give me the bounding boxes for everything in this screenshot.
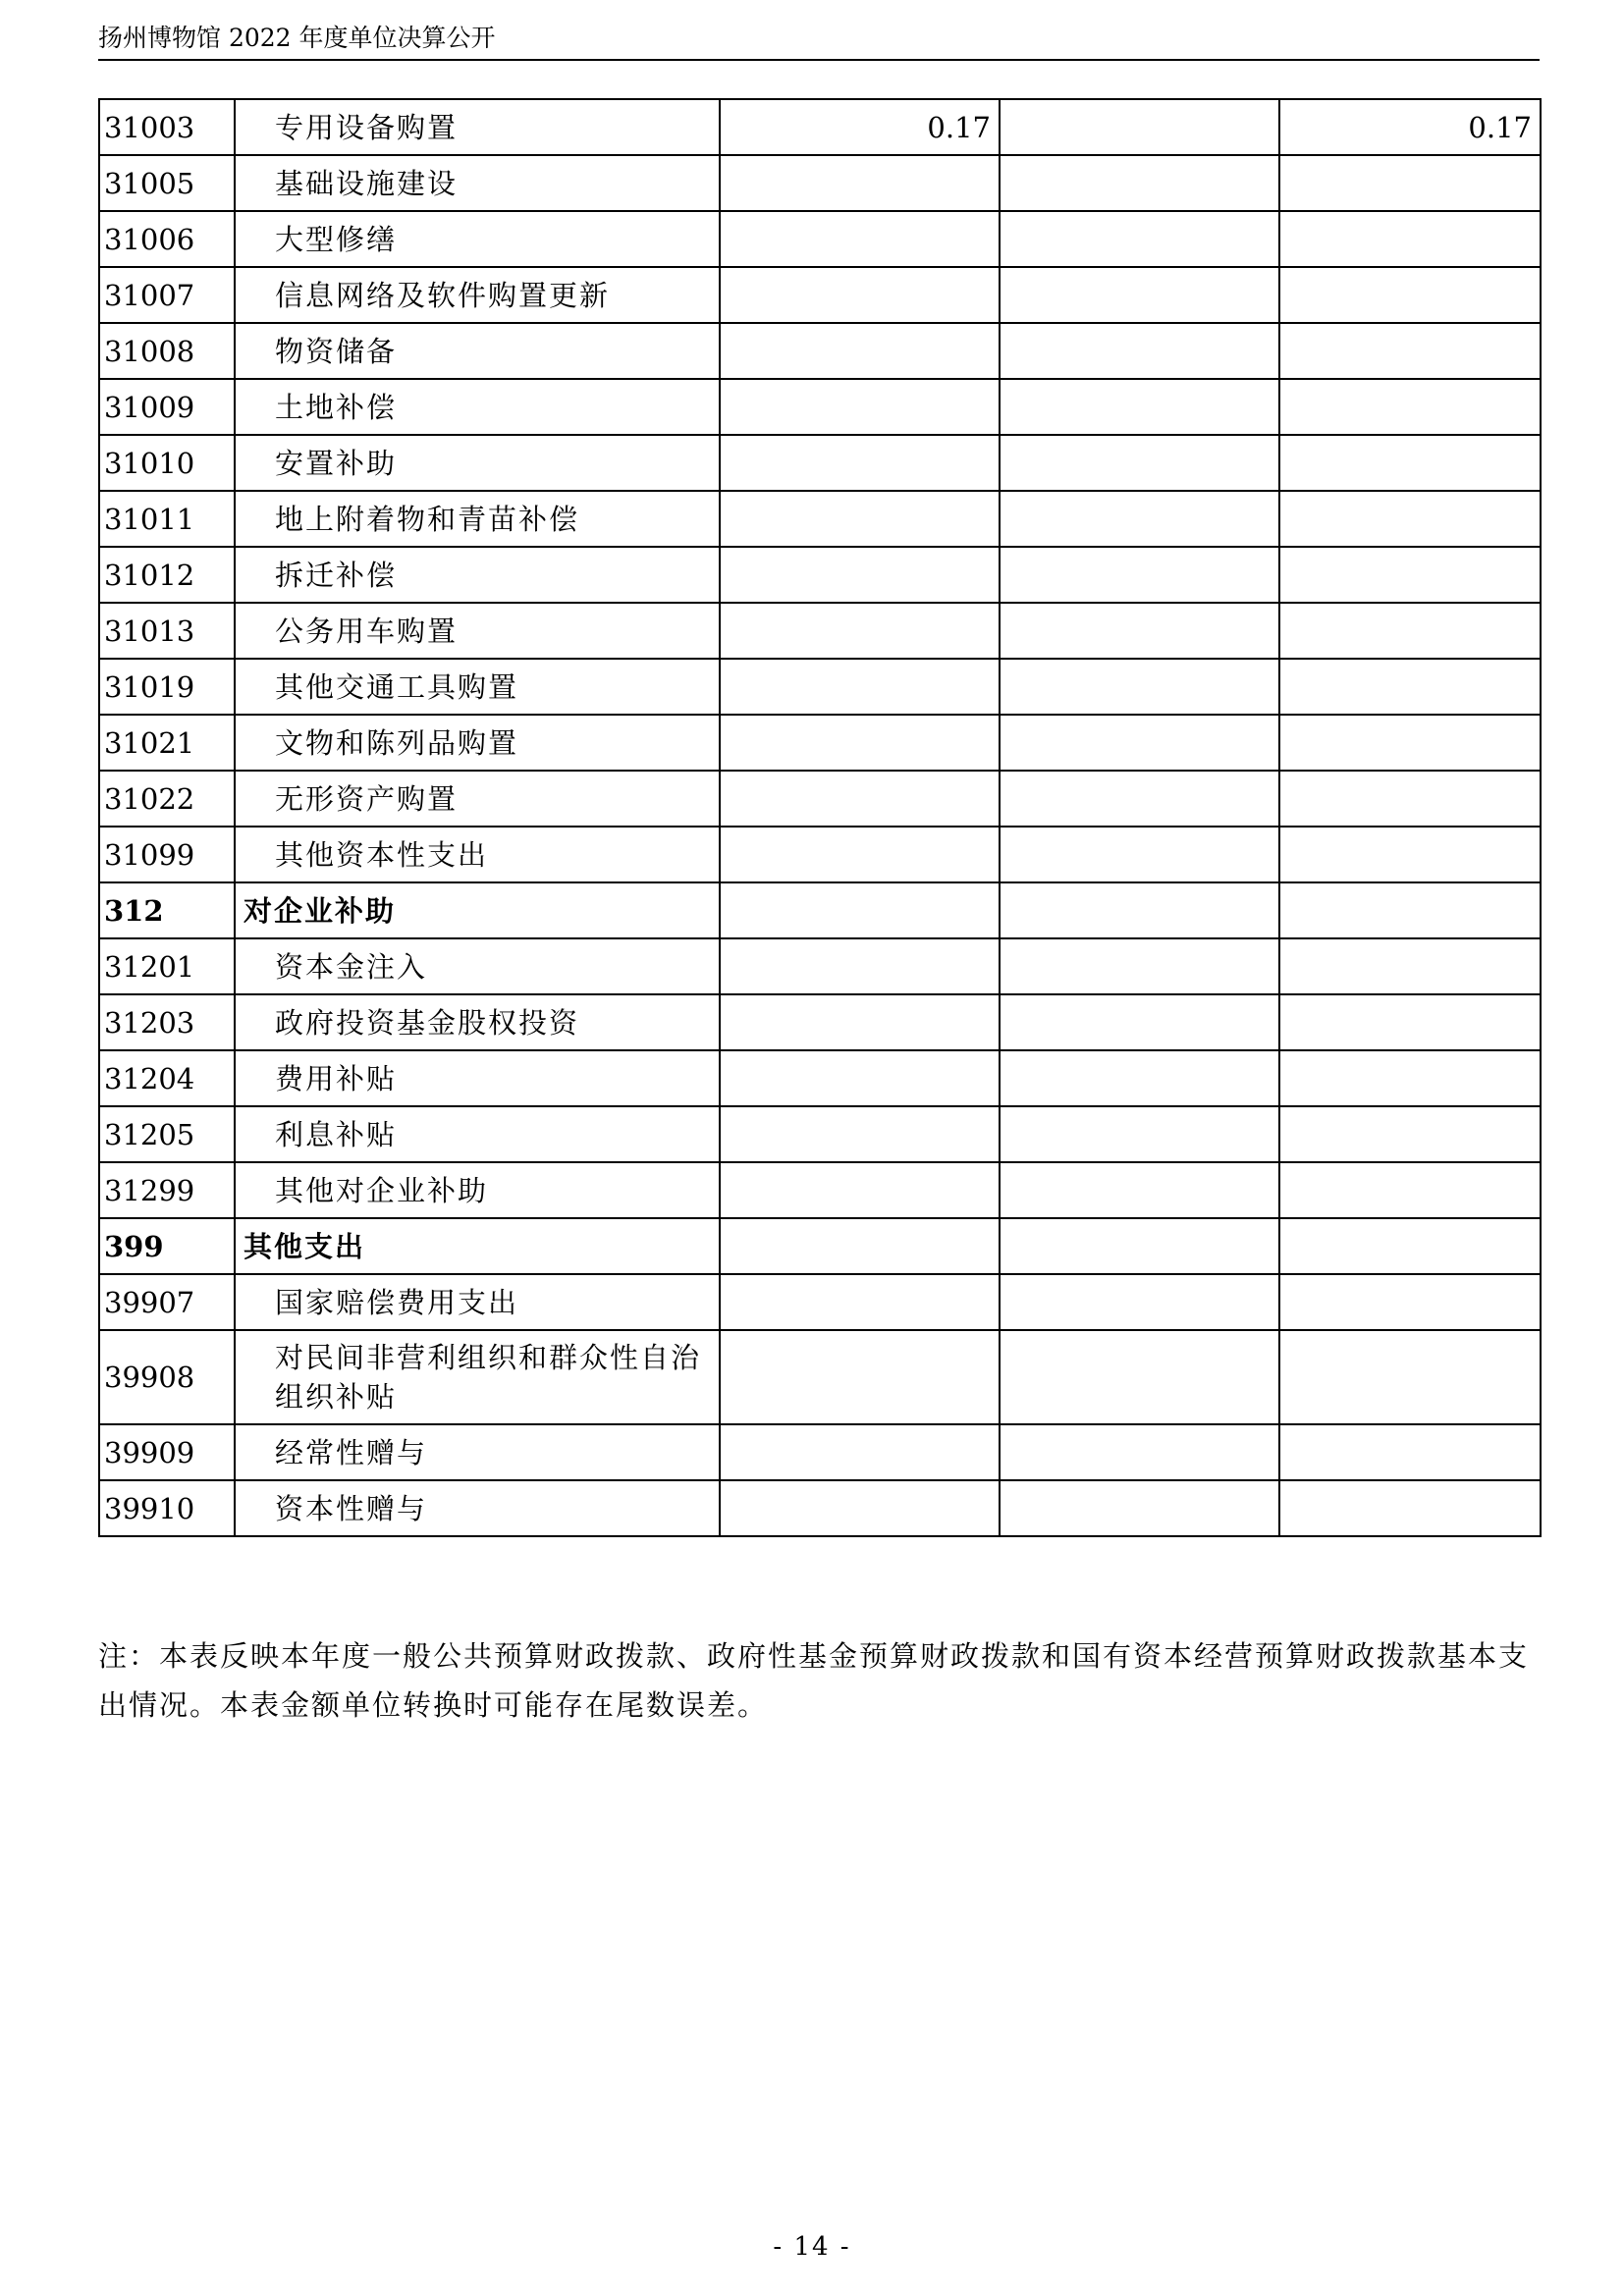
row-value-1 (720, 1274, 1000, 1330)
row-code: 31205 (99, 1106, 235, 1162)
row-value-1 (720, 715, 1000, 771)
table-row (99, 715, 1541, 771)
page-number: - 14 - (773, 2232, 851, 2262)
row-value-2 (1000, 1106, 1279, 1162)
row-value-2 (1000, 603, 1279, 659)
row-name: 物资储备 (235, 323, 720, 379)
row-value-1 (720, 1106, 1000, 1162)
row-value-3 (1279, 1480, 1541, 1536)
row-value-2 (1000, 938, 1279, 994)
row-value-1 (720, 1330, 1000, 1424)
row-value-3 (1279, 155, 1541, 211)
row-code: 39908 (99, 1330, 235, 1424)
row-value-3: 0.17 (1279, 99, 1541, 155)
row-name: 大型修缮 (235, 211, 720, 267)
row-value-1 (720, 323, 1000, 379)
row-name: 安置补助 (235, 435, 720, 491)
row-value-1 (720, 1218, 1000, 1274)
row-value-1 (720, 1162, 1000, 1218)
row-value-3 (1279, 1162, 1541, 1218)
row-value-2 (1000, 659, 1279, 715)
row-value-2 (1000, 435, 1279, 491)
row-value-3 (1279, 771, 1541, 827)
table-row (99, 1274, 1541, 1330)
table-row (99, 155, 1541, 211)
table-row (99, 1424, 1541, 1480)
row-code: 31009 (99, 379, 235, 435)
table-row (99, 323, 1541, 379)
row-value-3 (1279, 882, 1541, 938)
row-value-1 (720, 938, 1000, 994)
row-value-3 (1279, 547, 1541, 603)
row-value-1 (720, 211, 1000, 267)
row-name: 其他支出 (235, 1218, 720, 1274)
document-title: 扬州博物馆 2022 年度单位决算公开 (98, 24, 496, 52)
table-row (99, 547, 1541, 603)
row-name: 其他资本性支出 (235, 827, 720, 882)
row-code: 31201 (99, 938, 235, 994)
row-value-3 (1279, 211, 1541, 267)
row-value-1 (720, 1424, 1000, 1480)
row-value-2 (1000, 267, 1279, 323)
row-name: 费用补贴 (235, 1050, 720, 1106)
row-name: 资本金注入 (235, 938, 720, 994)
table-row (99, 659, 1541, 715)
row-value-3 (1279, 938, 1541, 994)
table-row (99, 1330, 1541, 1424)
row-name: 文物和陈列品购置 (235, 715, 720, 771)
row-value-2 (1000, 155, 1279, 211)
row-value-3 (1279, 994, 1541, 1050)
row-value-3 (1279, 435, 1541, 491)
row-value-2 (1000, 1162, 1279, 1218)
row-code: 31099 (99, 827, 235, 882)
row-value-3 (1279, 1330, 1541, 1424)
table-row (99, 771, 1541, 827)
row-value-2 (1000, 1480, 1279, 1536)
row-name: 信息网络及软件购置更新 (235, 267, 720, 323)
table-row (99, 1106, 1541, 1162)
row-value-2 (1000, 771, 1279, 827)
row-value-1 (720, 659, 1000, 715)
table-row (99, 1162, 1541, 1218)
row-value-3 (1279, 1218, 1541, 1274)
budget-table (98, 98, 1542, 1537)
row-code: 31010 (99, 435, 235, 491)
row-code: 31022 (99, 771, 235, 827)
row-code: 31008 (99, 323, 235, 379)
row-value-1 (720, 603, 1000, 659)
table-row (99, 603, 1541, 659)
row-value-2 (1000, 1218, 1279, 1274)
row-name: 地上附着物和青苗补偿 (235, 491, 720, 547)
table-row (99, 1050, 1541, 1106)
row-name: 经常性赠与 (235, 1424, 720, 1480)
row-name: 利息补贴 (235, 1106, 720, 1162)
row-code: 31019 (99, 659, 235, 715)
row-value-2 (1000, 1050, 1279, 1106)
row-value-2 (1000, 491, 1279, 547)
row-value-1 (720, 1050, 1000, 1106)
row-value-2 (1000, 827, 1279, 882)
table-row (99, 994, 1541, 1050)
row-code: 39909 (99, 1424, 235, 1480)
table-note: 注：本表反映本年度一般公共预算财政拨款、政府性基金预算财政拨款和国有资本经营预算财政拨款基本支出情况。本表金额单位转换时可能存在尾数误差。 (98, 1639, 1530, 1722)
row-value-1 (720, 827, 1000, 882)
row-name: 对企业补助 (235, 882, 720, 938)
row-code: 31204 (99, 1050, 235, 1106)
row-value-2 (1000, 99, 1279, 155)
table-row (99, 435, 1541, 491)
row-value-3 (1279, 715, 1541, 771)
row-value-1 (720, 994, 1000, 1050)
row-value-3 (1279, 1106, 1541, 1162)
table-row (99, 379, 1541, 435)
row-name: 土地补偿 (235, 379, 720, 435)
row-name: 公务用车购置 (235, 603, 720, 659)
row-value-2 (1000, 323, 1279, 379)
table-row (99, 211, 1541, 267)
table-row (99, 1480, 1541, 1536)
row-code: 31007 (99, 267, 235, 323)
row-code: 312 (99, 882, 235, 938)
table-row (99, 938, 1541, 994)
row-code: 39910 (99, 1480, 235, 1536)
row-value-3 (1279, 491, 1541, 547)
row-value-3 (1279, 379, 1541, 435)
row-code: 31203 (99, 994, 235, 1050)
row-name: 对民间非营利组织和群众性自治组织补贴 (235, 1330, 720, 1424)
row-value-1 (720, 379, 1000, 435)
table-row-category (99, 882, 1541, 938)
table-row (99, 267, 1541, 323)
row-name: 专用设备购置 (235, 99, 720, 155)
row-value-2 (1000, 715, 1279, 771)
row-value-2 (1000, 1274, 1279, 1330)
row-code: 31299 (99, 1162, 235, 1218)
row-code: 31012 (99, 547, 235, 603)
row-value-3 (1279, 1424, 1541, 1480)
row-code: 31006 (99, 211, 235, 267)
row-value-2 (1000, 547, 1279, 603)
row-code: 31011 (99, 491, 235, 547)
row-value-1 (720, 882, 1000, 938)
row-value-2 (1000, 211, 1279, 267)
row-value-2 (1000, 994, 1279, 1050)
row-name: 拆迁补偿 (235, 547, 720, 603)
row-value-1: 0.17 (720, 99, 1000, 155)
table-row-category (99, 1218, 1541, 1274)
row-value-1 (720, 547, 1000, 603)
row-name: 其他对企业补助 (235, 1162, 720, 1218)
row-code: 31003 (99, 99, 235, 155)
row-value-2 (1000, 1330, 1279, 1424)
page-header (98, 18, 1540, 61)
table-row (99, 99, 1541, 155)
row-value-3 (1279, 1274, 1541, 1330)
row-value-1 (720, 155, 1000, 211)
row-value-3 (1279, 659, 1541, 715)
table-row (99, 827, 1541, 882)
row-value-1 (720, 267, 1000, 323)
row-value-3 (1279, 1050, 1541, 1106)
row-value-1 (720, 435, 1000, 491)
row-value-1 (720, 491, 1000, 547)
row-value-3 (1279, 267, 1541, 323)
row-value-1 (720, 1480, 1000, 1536)
row-name: 国家赔偿费用支出 (235, 1274, 720, 1330)
row-name: 基础设施建设 (235, 155, 720, 211)
row-code: 399 (99, 1218, 235, 1274)
row-name: 其他交通工具购置 (235, 659, 720, 715)
row-name: 资本性赠与 (235, 1480, 720, 1536)
row-value-3 (1279, 603, 1541, 659)
row-name: 政府投资基金股权投资 (235, 994, 720, 1050)
row-value-2 (1000, 882, 1279, 938)
row-code: 31005 (99, 155, 235, 211)
row-code: 31013 (99, 603, 235, 659)
row-value-2 (1000, 379, 1279, 435)
table-row (99, 491, 1541, 547)
row-value-3 (1279, 323, 1541, 379)
row-name: 无形资产购置 (235, 771, 720, 827)
row-value-2 (1000, 1424, 1279, 1480)
row-value-3 (1279, 827, 1541, 882)
row-code: 31021 (99, 715, 235, 771)
row-code: 39907 (99, 1274, 235, 1330)
row-value-1 (720, 771, 1000, 827)
